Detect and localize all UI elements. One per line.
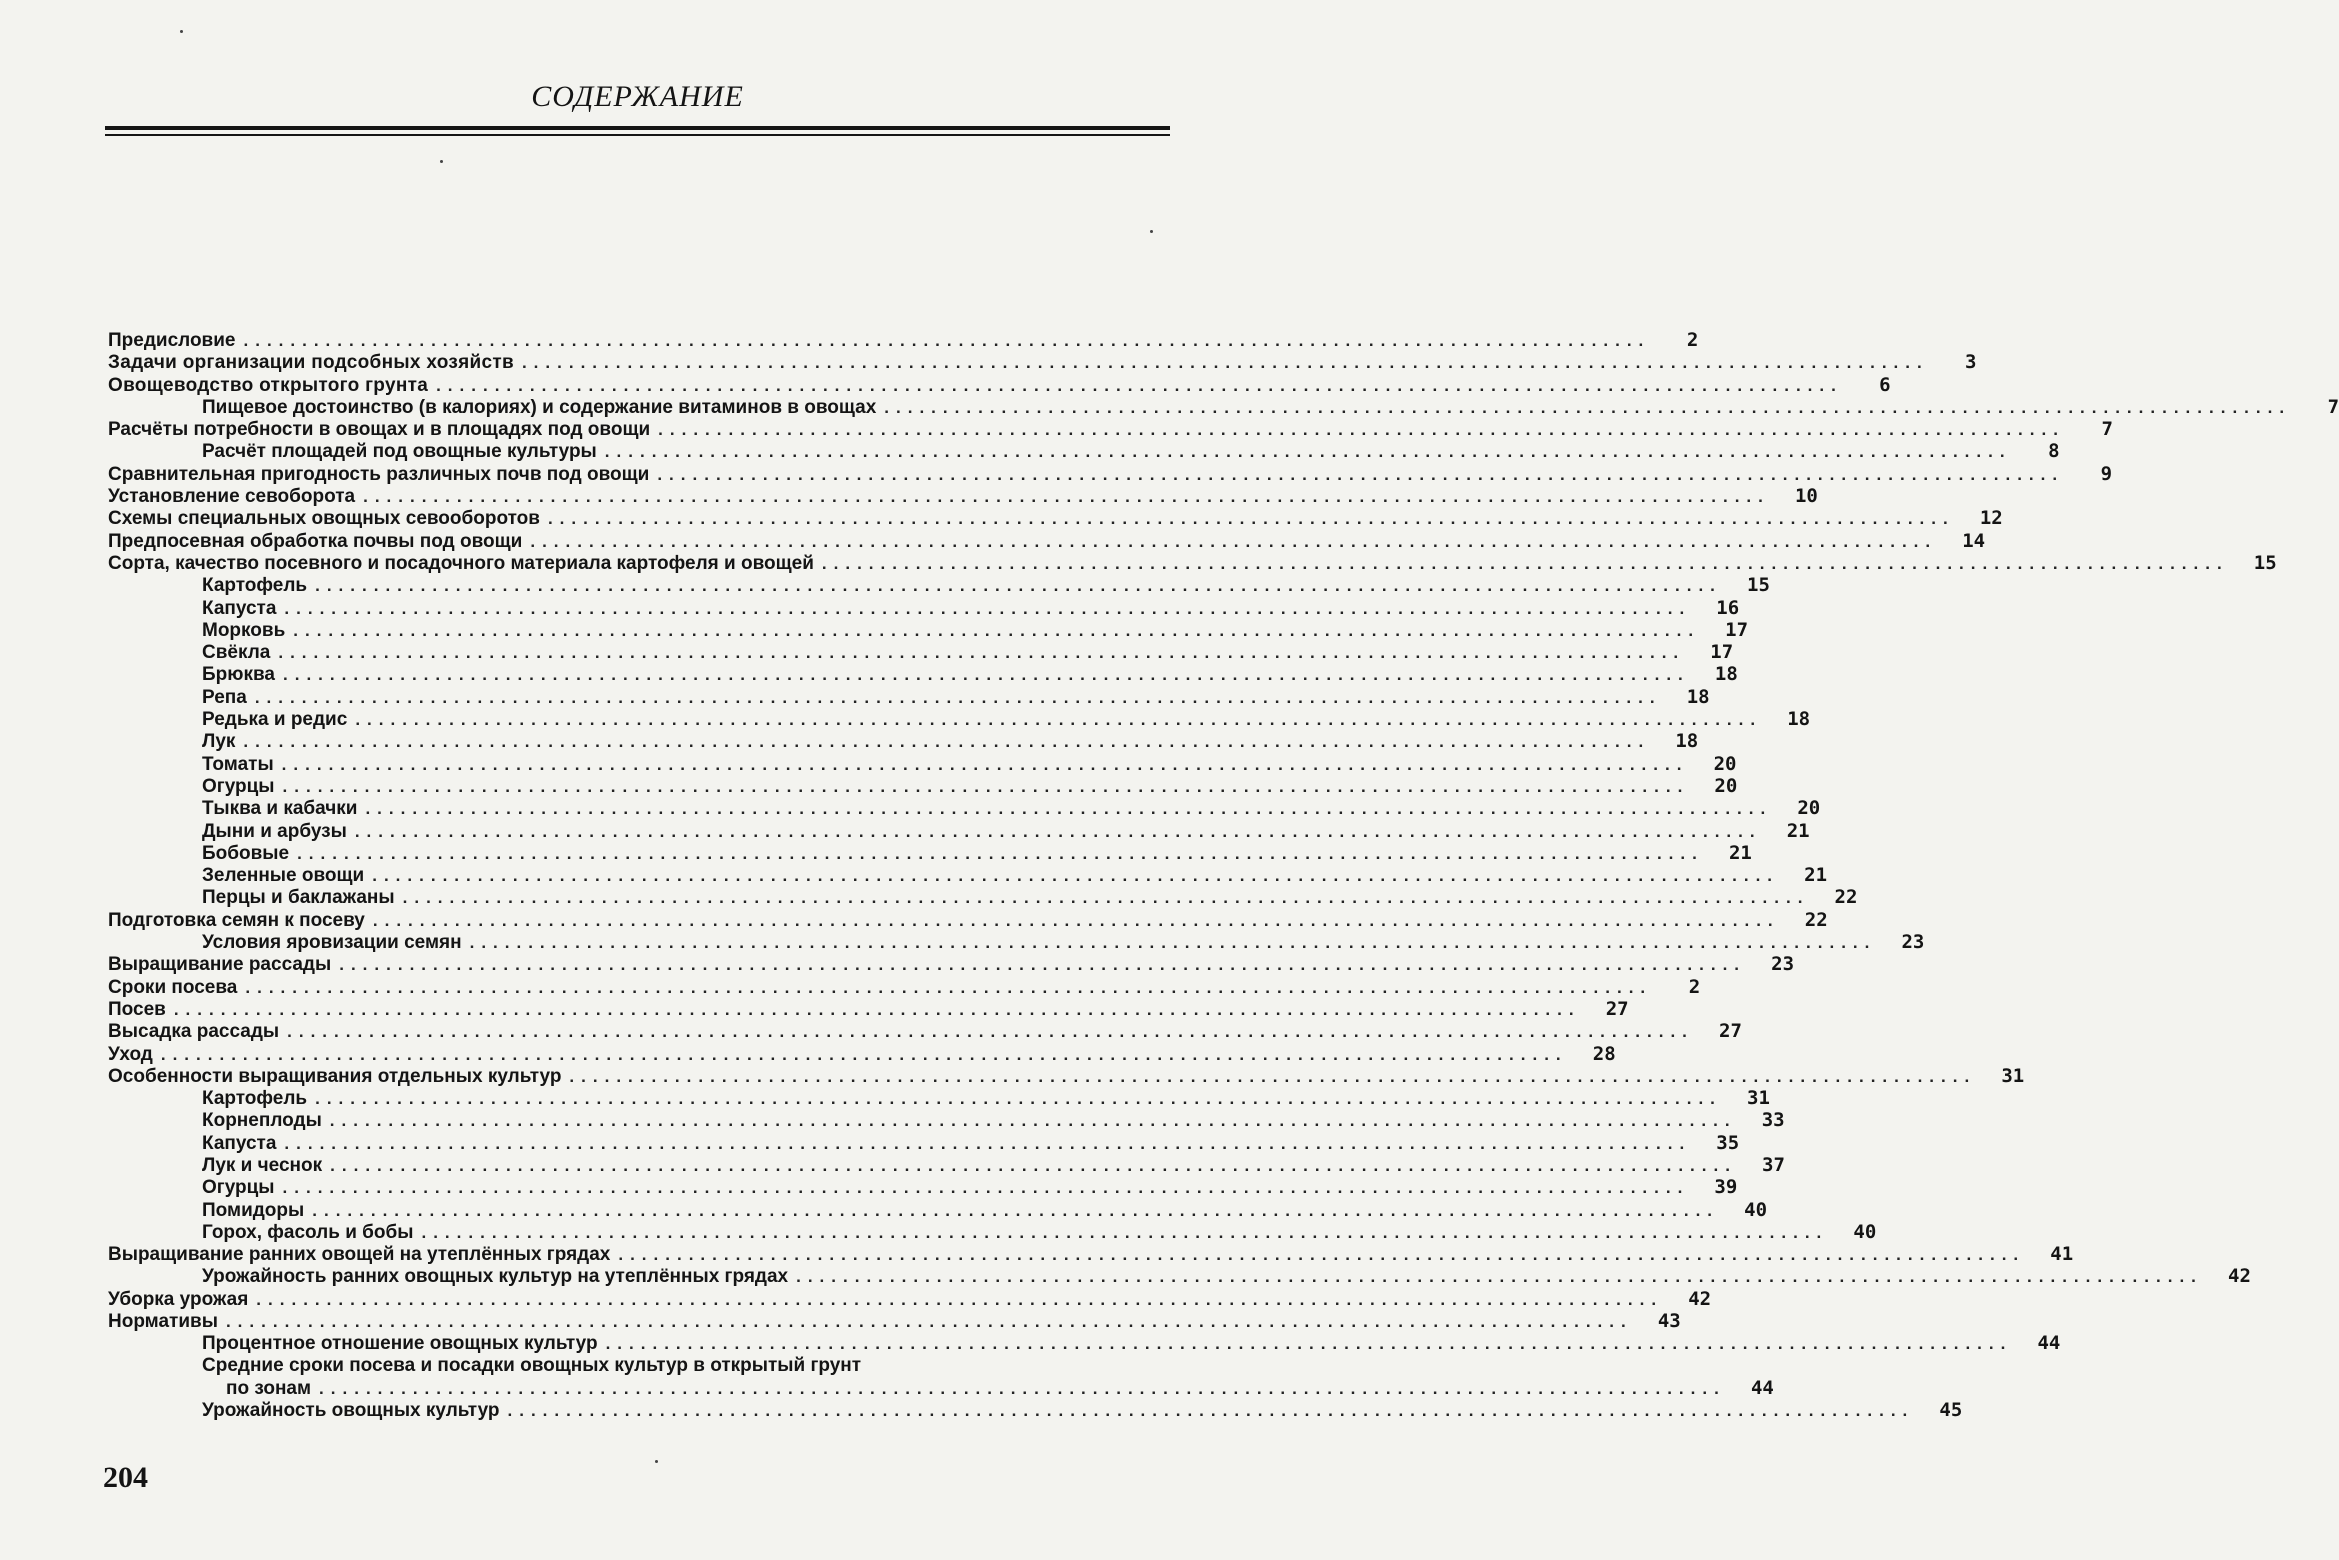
toc-entry bbox=[108, 663, 1738, 686]
toc-entry-label: Уход bbox=[108, 1043, 153, 1065]
toc-leader-dots: ........................................................................................................................ bbox=[355, 710, 1763, 730]
toc-leader-dots: ........................................................................................................................ bbox=[330, 1155, 1737, 1175]
toc-entry-label: Морковь bbox=[202, 619, 286, 641]
toc-entry-page: 3 bbox=[1964, 351, 1977, 374]
toc-entry-label: Репа bbox=[202, 686, 247, 708]
toc-entry bbox=[108, 886, 1858, 909]
toc-entry bbox=[108, 1376, 1774, 1399]
toc-entry-page: 41 bbox=[2050, 1243, 2074, 1266]
toc-entry-label: Зеленные овощи bbox=[202, 865, 365, 887]
toc-entry bbox=[108, 485, 1818, 508]
toc-entry-page: 27 bbox=[1605, 997, 1629, 1020]
toc-leader-dots: ........................................................................................................................ bbox=[569, 1066, 1977, 1086]
toc-entry-page: 18 bbox=[1686, 685, 1710, 708]
toc-entry bbox=[108, 841, 1752, 864]
toc-entry bbox=[108, 1243, 2074, 1266]
toc-entry-page: 35 bbox=[1716, 1131, 1740, 1154]
toc-entry-page: 17 bbox=[1710, 641, 1734, 664]
toc-entry-label: Расчёты потребности в овощах и в площадях под овощи bbox=[108, 419, 651, 441]
toc-entry-page: 15 bbox=[1747, 574, 1770, 597]
toc-entry-page: 22 bbox=[1834, 886, 1858, 909]
toc-entry-label: Установление севоборота bbox=[108, 486, 356, 508]
toc-entry-label: Огурцы bbox=[202, 775, 275, 797]
toc-entry-page: 20 bbox=[1713, 752, 1737, 775]
toc-leader-dots: ........................................................................................................................ bbox=[421, 1222, 1829, 1242]
toc-entry-label: Редька и редис bbox=[202, 709, 348, 731]
toc-entry-page: 2 bbox=[1688, 975, 1701, 998]
toc-leader-dots: ........................................................................................................................ bbox=[402, 888, 1810, 908]
toc-entry-page: 23 bbox=[1771, 953, 1795, 976]
toc-entry bbox=[108, 708, 1811, 731]
toc-entry-label: Картофель bbox=[202, 575, 308, 597]
toc-entry-page: 42 bbox=[2228, 1265, 2251, 1288]
print-speck bbox=[1150, 230, 1153, 233]
toc-entry-label: Средние сроки посева и посадки овощных культур в открытый грунт bbox=[202, 1354, 862, 1376]
toc-entry-label: Предпосевная обработка почвы под овощи bbox=[108, 530, 523, 552]
toc-leader-dots: ........................................................................................................................ bbox=[372, 910, 1780, 930]
toc-entry-page: 42 bbox=[1688, 1287, 1712, 1310]
toc-entry-page: 31 bbox=[2001, 1064, 2025, 1087]
toc-leader-dots: ........................................................................................................................ bbox=[256, 1289, 1664, 1309]
toc-entry bbox=[108, 975, 1701, 998]
toc-entry bbox=[108, 329, 1699, 351]
toc-leader-dots: ........................................................................................................................ bbox=[363, 487, 1770, 507]
toc-entry-label: Бобовые bbox=[202, 842, 290, 864]
toc-leader-dots: ........................................................................................................................ bbox=[254, 687, 1662, 707]
toc-leader-dots: ........................................................................................................................ bbox=[436, 375, 1843, 395]
toc-entry-label: Томаты bbox=[202, 753, 274, 775]
toc-leader-dots: ........................................................................................................................ bbox=[372, 866, 1780, 886]
print-speck bbox=[440, 160, 443, 163]
toc-entry bbox=[108, 551, 2277, 574]
toc-entry-label: Брюква bbox=[202, 664, 275, 686]
toc-entry-page: 18 bbox=[1787, 708, 1811, 731]
toc-entry bbox=[108, 730, 1699, 753]
toc-entry-label: Тыква и кабачки bbox=[202, 798, 358, 820]
toc-leader-dots: ........................................................................................................................ bbox=[657, 464, 2065, 484]
toc-entry-page: 21 bbox=[1804, 864, 1828, 887]
toc-entry-label: Огурцы bbox=[202, 1177, 275, 1199]
title-rule-thick bbox=[105, 126, 1170, 130]
toc-leader-dots: ........................................................................................................................ bbox=[658, 420, 2065, 440]
toc-entry-label: Капуста bbox=[202, 597, 277, 619]
toc-entry-label: Картофель bbox=[202, 1088, 308, 1110]
toc-entry-label: Особенности выращивания отдельных культур bbox=[108, 1065, 562, 1087]
toc-entry-page: 9 bbox=[2100, 462, 2113, 485]
toc-entry-page: 17 bbox=[1725, 618, 1749, 641]
toc-entry-page: 44 bbox=[2037, 1332, 2061, 1355]
toc-entry-label: Уборка урожая bbox=[108, 1288, 249, 1310]
toc-leader-dots: ........................................................................................................................ bbox=[354, 821, 1762, 841]
toc-entry bbox=[108, 864, 1828, 887]
toc-leader-dots: ........................................................................................................................ bbox=[297, 843, 1704, 863]
toc-leader-dots: ........................................................................................................................ bbox=[284, 1133, 1692, 1153]
toc-entry-label: Помидоры bbox=[202, 1199, 305, 1221]
toc-entry-page: 15 bbox=[2253, 551, 2277, 574]
toc-leader-dots: ........................................................................................................................ bbox=[796, 1267, 2203, 1287]
toc-entry bbox=[108, 1198, 1768, 1221]
toc-leader-dots: ........................................................................................................................ bbox=[287, 1022, 1694, 1042]
toc-entry-page: 10 bbox=[1794, 485, 1818, 508]
toc-entry-page: 39 bbox=[1714, 1176, 1738, 1199]
toc-entry-label: Горох, фасоль и бобы bbox=[202, 1221, 414, 1243]
toc-leader-dots: ........................................................................................................................ bbox=[604, 442, 2012, 462]
toc-entry bbox=[108, 395, 2339, 418]
toc-entry-label: Лук и чеснок bbox=[202, 1154, 323, 1176]
toc-entry-page: 40 bbox=[1744, 1198, 1768, 1221]
toc-entry-page: 2 bbox=[1686, 329, 1699, 351]
toc-leader-dots: ........................................................................................................................ bbox=[293, 620, 1701, 640]
toc-entry-label: Задачи организации подсобных хозяйств bbox=[108, 352, 514, 374]
toc-entry-page: 7 bbox=[2101, 418, 2113, 441]
toc-entry-page: 37 bbox=[1762, 1153, 1785, 1176]
toc-leader-dots: ........................................................................................................................ bbox=[225, 1312, 1633, 1332]
toc-entry bbox=[108, 351, 1977, 374]
toc-entry bbox=[108, 641, 1734, 664]
toc-leader-dots: ........................................................................................................................ bbox=[312, 1200, 1720, 1220]
toc-entry-label: Пищевое достоинство (в калориях) и содержание витаминов в овощах bbox=[202, 396, 877, 418]
toc-entry bbox=[108, 1042, 1616, 1065]
toc-entry bbox=[108, 574, 1770, 597]
toc-entry-label: Схемы специальных овощных севооборотов bbox=[108, 508, 540, 530]
toc-entry bbox=[108, 1087, 1770, 1110]
toc-leader-dots: ........................................................................................................................ bbox=[547, 509, 1955, 529]
toc-entry-label: Высадка рассады bbox=[108, 1021, 280, 1043]
toc-entry bbox=[108, 1287, 1712, 1310]
toc-entry bbox=[108, 1064, 2025, 1087]
toc-entry-label: Перцы и баклажаны bbox=[202, 887, 395, 909]
toc-entry-label: Корнеплоды bbox=[202, 1110, 322, 1132]
toc-leader-dots: ........................................................................................................................ bbox=[618, 1245, 2026, 1265]
toc-entry-page: 18 bbox=[1714, 663, 1738, 686]
toc-entry bbox=[108, 1176, 1738, 1199]
toc-entry-label: Выращивание ранних овощей на утеплённых грядах bbox=[108, 1244, 611, 1266]
toc-entry-page: 20 bbox=[1714, 774, 1738, 797]
toc-entry bbox=[108, 1153, 1785, 1176]
toc-entry-label: Лук bbox=[202, 731, 236, 753]
toc-entry-label: Сроки посева bbox=[108, 976, 238, 998]
toc-leader-dots: ........................................................................................................................ bbox=[281, 754, 1689, 774]
toc-entry-page: 43 bbox=[1657, 1310, 1681, 1333]
toc-entry-page: 40 bbox=[1853, 1220, 1877, 1243]
toc-entry-page: 45 bbox=[1939, 1399, 1963, 1422]
toc-entry bbox=[108, 1332, 2061, 1355]
toc-entry-page: 12 bbox=[1979, 507, 2003, 530]
toc-leader-dots: ........................................................................................................................ bbox=[339, 955, 1747, 975]
table-of-contents bbox=[108, 329, 2339, 1422]
toc-leader-dots: ........................................................................................................................ bbox=[507, 1401, 1915, 1421]
toc-entry-page: 22 bbox=[1804, 908, 1828, 931]
toc-entry-page: 33 bbox=[1761, 1109, 1785, 1132]
toc-leader-dots: ........................................................................................................................ bbox=[884, 397, 2292, 417]
toc-entry-page: 27 bbox=[1719, 1020, 1742, 1043]
toc-leader-dots: ........................................................................................................................ bbox=[282, 1178, 1690, 1198]
toc-entry-label: Капуста bbox=[202, 1132, 277, 1154]
toc-entry bbox=[108, 1310, 1681, 1333]
toc-entry-page: 8 bbox=[2048, 440, 2060, 463]
toc-entry bbox=[108, 797, 1821, 820]
toc-entry bbox=[108, 418, 2113, 441]
toc-leader-dots: ........................................................................................................................ bbox=[278, 643, 1686, 663]
toc-entry bbox=[108, 1220, 1877, 1243]
toc-entry bbox=[108, 462, 2113, 485]
toc-entry-label: Выращивание рассады bbox=[108, 954, 332, 976]
toc-entry-page: 14 bbox=[1962, 529, 1986, 552]
toc-leader-dots: ........................................................................................................................ bbox=[530, 531, 1938, 551]
toc-entry bbox=[108, 997, 1629, 1020]
toc-entry bbox=[108, 819, 1810, 842]
toc-entry bbox=[108, 774, 1738, 797]
page-number: 204 bbox=[103, 1461, 148, 1494]
toc-entry bbox=[108, 618, 1749, 641]
toc-entry-page: 23 bbox=[1901, 931, 1925, 954]
toc-entry bbox=[108, 1131, 1740, 1154]
toc-leader-dots: ........................................................................................................................ bbox=[521, 353, 1929, 373]
toc-entry-page: 16 bbox=[1716, 596, 1740, 619]
toc-entry bbox=[108, 1355, 1170, 1377]
toc-entry-page: 6 bbox=[1879, 373, 1891, 396]
page-title: СОДЕРЖАНИЕ bbox=[531, 80, 744, 113]
toc-entry-label: Подготовка семян к посеву bbox=[108, 909, 365, 931]
toc-entry-label: Дыни и арбузы bbox=[202, 820, 347, 842]
toc-leader-dots: ........................................................................................................................ bbox=[243, 732, 1651, 752]
toc-entry-page: 21 bbox=[1728, 841, 1752, 864]
toc-entry-label: Процентное отношение овощных культур bbox=[202, 1333, 598, 1355]
print-speck bbox=[180, 30, 183, 33]
toc-entry bbox=[108, 373, 1891, 396]
toc-leader-dots: ........................................................................................................................ bbox=[173, 999, 1581, 1019]
toc-entry-page: 18 bbox=[1675, 730, 1699, 753]
toc-entry-page: 31 bbox=[1747, 1087, 1770, 1110]
print-speck bbox=[655, 1460, 658, 1463]
toc-entry-label: Овощеводство открытого грунта bbox=[108, 374, 429, 396]
toc-entry-label: по зонам bbox=[226, 1377, 312, 1399]
toc-entry bbox=[108, 752, 1737, 775]
toc-entry-page: 20 bbox=[1797, 797, 1821, 820]
toc-leader-dots: ........................................................................................................................ bbox=[315, 1089, 1722, 1109]
toc-entry-page: 21 bbox=[1786, 819, 1810, 842]
toc-entry-label: Урожайность ранних овощных культур на утеплённых грядах bbox=[202, 1266, 789, 1288]
toc-entry-label: Посев bbox=[108, 998, 166, 1020]
toc-leader-dots: ........................................................................................................................ bbox=[821, 553, 2229, 573]
toc-leader-dots: ........................................................................................................................ bbox=[605, 1334, 2013, 1354]
toc-leader-dots: ........................................................................................................................ bbox=[245, 977, 1653, 997]
title-rule-thin bbox=[105, 134, 1170, 136]
toc-entry bbox=[108, 1020, 1742, 1043]
toc-leader-dots: ........................................................................................................................ bbox=[365, 799, 1773, 819]
toc-entry-page: 44 bbox=[1750, 1376, 1774, 1399]
toc-entry bbox=[108, 908, 1828, 931]
toc-leader-dots: ........................................................................................................................ bbox=[282, 776, 1690, 796]
toc-entry bbox=[108, 685, 1710, 708]
toc-leader-dots: ........................................................................................................................ bbox=[315, 576, 1722, 596]
toc-entry-page: 7 bbox=[2327, 395, 2339, 418]
toc-leader-dots: ........................................................................................................................ bbox=[284, 598, 1692, 618]
toc-leader-dots: ........................................................................................................................ bbox=[329, 1111, 1737, 1131]
toc-entry-label: Сравнительная пригодность различных почв под овощи bbox=[108, 463, 650, 485]
toc-entry bbox=[108, 507, 2003, 530]
toc-entry bbox=[108, 1109, 1785, 1132]
toc-leader-dots: ........................................................................................................................ bbox=[160, 1044, 1568, 1064]
toc-entry-page: 28 bbox=[1592, 1042, 1616, 1065]
toc-entry-label: Нормативы bbox=[108, 1311, 218, 1333]
toc-entry-label: Предисловие bbox=[108, 330, 236, 351]
toc-entry bbox=[108, 931, 1925, 954]
toc-entry bbox=[108, 953, 1795, 976]
toc-leader-dots: ........................................................................................................................ bbox=[283, 665, 1690, 685]
toc-entry-label: Сорта, качество посевного и посадочного материала картофеля и овощей bbox=[108, 552, 814, 574]
toc-entry bbox=[108, 1265, 2251, 1288]
toc-entry bbox=[108, 596, 1740, 619]
toc-leader-dots: ........................................................................................................................ bbox=[469, 933, 1877, 953]
toc-leader-dots: ........................................................................................................................ bbox=[243, 331, 1651, 350]
toc-entry-label: Свёкла bbox=[202, 642, 271, 664]
toc-entry-label: Условия яровизации семян bbox=[202, 932, 462, 954]
toc-entry bbox=[108, 440, 2060, 463]
toc-entry-label: Расчёт площадей под овощные культуры bbox=[202, 441, 597, 463]
toc-entry bbox=[108, 1399, 1963, 1422]
toc-leader-dots: ........................................................................................................................ bbox=[319, 1378, 1726, 1398]
toc-entry-label: Урожайность овощных культур bbox=[202, 1400, 500, 1422]
toc-entry bbox=[108, 529, 1986, 552]
